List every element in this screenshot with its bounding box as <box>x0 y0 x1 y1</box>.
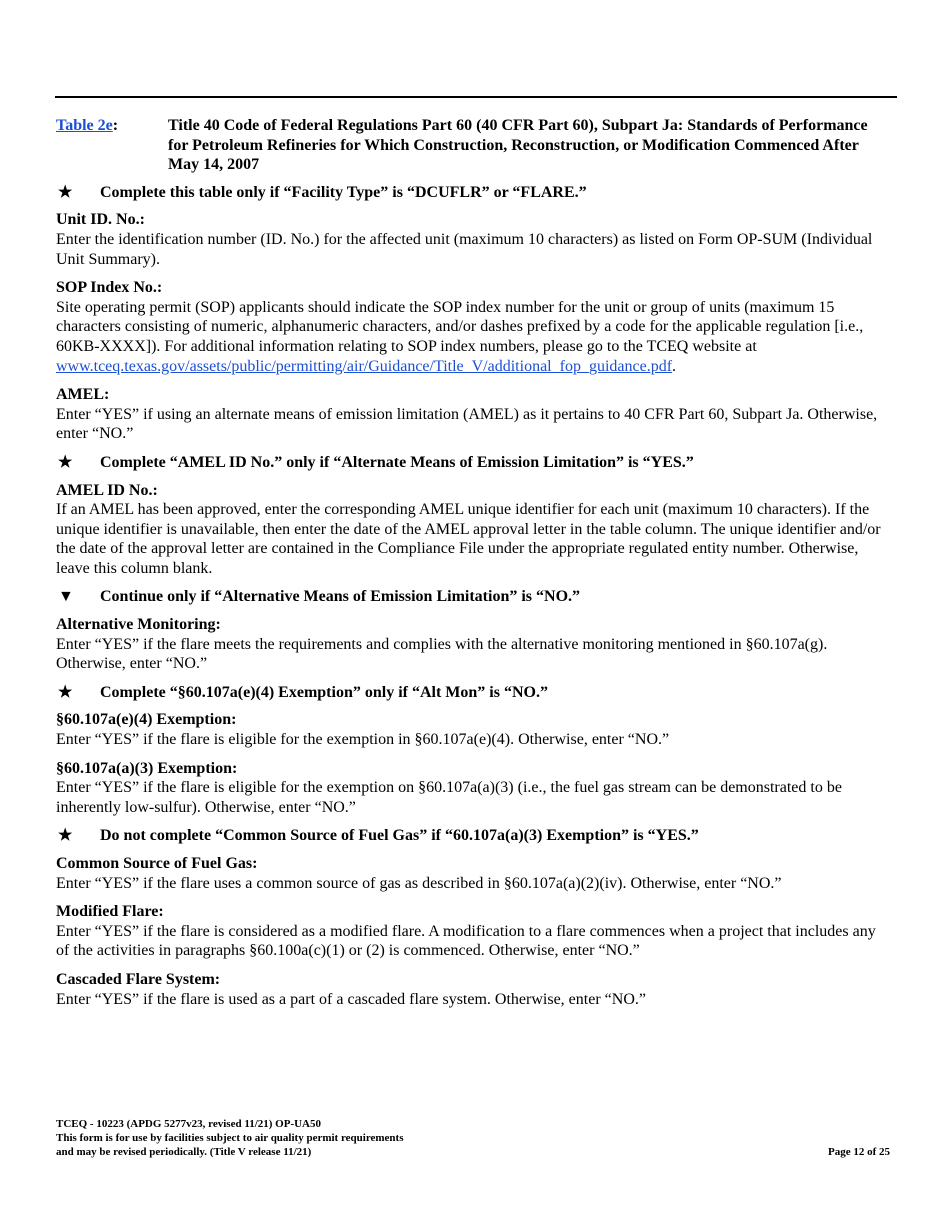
footer-notice-line1: This form is for use by facilities subject to air quality permit requirements <box>56 1132 404 1144</box>
section-amel <box>56 385 890 444</box>
section-cascaded <box>56 970 890 1009</box>
note-e4 <box>56 683 890 703</box>
section-text: Enter “YES” if the flare is used as a part of a cascaded flare system. Otherwise, enter “NO.” <box>56 990 646 1008</box>
section-text: If an AMEL has been approved, enter the corresponding AMEL unique identifier for each unit (maximum 10 characters). If the unique identifier is unavailable, then enter the date of the AMEL approval letter in the table column. The unique identifier and/or the date of the approval letter are contained in the Compliance File under the appropriate regulated entity number. Otherwise, leave this column blank. <box>56 501 881 577</box>
section-unit-id <box>56 210 890 269</box>
table-colon: : <box>112 117 119 134</box>
section-label: SOP Index No.: <box>56 279 163 297</box>
section-alt-mon <box>56 615 890 674</box>
table-ref <box>56 116 168 175</box>
section-label: Unit ID. No.: <box>56 211 145 229</box>
section-modified-flare <box>56 902 890 961</box>
section-e4-exemption <box>56 710 890 749</box>
page-content <box>56 116 890 1018</box>
section-common-source <box>56 854 890 893</box>
section-label: Common Source of Fuel Gas: <box>56 855 258 872</box>
guidance-link[interactable]: www.tceq.texas.gov/assets/public/permitting/air/Guidance/Title_V/additional_fop_guidance.pdf <box>56 357 673 375</box>
title-text: Title 40 Code of Federal Regulations Part 60 (40 CFR Part 60), Subpart Ja: Standards of Performance for Petroleum Refineries for Which Construction, Reconstruction, or Modification Commenced After May 14, 2007 <box>168 117 868 174</box>
section-label: Modified Flare: <box>56 903 164 921</box>
star-icon: ★ <box>58 183 73 201</box>
note-common-source <box>56 826 890 846</box>
star-icon: ★ <box>58 683 73 701</box>
note-facility-type <box>56 183 890 203</box>
section-text: Enter “YES” if the flare meets the requirements and complies with the alternative monitoring mentioned in §60.107a(g). Otherwise, enter “NO.” <box>56 635 828 673</box>
section-label: §60.107a(e)(4) Exemption: <box>56 711 237 729</box>
sop-end: . <box>672 357 677 375</box>
section-text <box>56 298 890 376</box>
page-number: Page 12 of 25 <box>827 1146 890 1158</box>
note-text: Complete this table only if “Facility Type” is “DCUFLR” or “FLARE.” <box>100 183 587 201</box>
section-text: Enter “YES” if the flare is eligible for the exemption in §60.107a(e)(4). Otherwise, enter “NO.” <box>56 731 670 749</box>
section-sop-index <box>56 278 890 376</box>
section-label: Alternative Monitoring: <box>56 616 221 634</box>
footer-form-id: TCEQ - 10223 (APDG 5277v23, revised 11/21) OP-UA50 <box>56 1118 322 1130</box>
header-rule <box>55 96 897 98</box>
section-amel-id <box>56 481 890 579</box>
section-text: Enter “YES” if the flare is considered as a modified flare. A modification to a flare commences when a project that includes any of the activities in paragraphs §60.100a(c)(1) or (2) is commenced. Otherwise, enter “NO.” <box>56 922 876 960</box>
sop-text: Site operating permit (SOP) applicants should indicate the SOP index number for the unit or group of units (maximum 15 characters consisting of numeric, alphanumeric characters, and/or dashes prefixed by a code for the applicable regulation [i.e., 60KB-XXXX]). For additional information relating to SOP index numbers, please go to the TCEQ website at <box>56 298 864 355</box>
section-text: Enter “YES” if the flare is eligible for the exemption on §60.107a(a)(3) (i.e., the fuel gas stream can be demonstrated to be inherently low-sulfur). Otherwise, enter “NO.” <box>56 779 842 816</box>
star-icon: ★ <box>58 453 73 471</box>
section-text: Enter “YES” if using an alternate means of emission limitation (AMEL) as it pertains to 40 CFR Part 60, Subpart Ja. Otherwise, enter “NO.” <box>56 405 878 443</box>
section-text: Enter “YES” if the flare uses a common source of gas as described in §60.107a(a)(2)(iv). Otherwise, enter “NO.” <box>56 874 782 892</box>
note-text: Complete “§60.107a(e)(4) Exemption” only if “Alt Mon” is “NO.” <box>100 683 548 701</box>
section-text: Enter the identification number (ID. No.) for the affected unit (maximum 10 characters) as listed on Form OP-SUM (Individual Unit Summary). <box>56 230 873 268</box>
section-a3-exemption <box>56 759 890 818</box>
note-continue <box>56 587 890 607</box>
section-label: Cascaded Flare System: <box>56 970 221 988</box>
star-icon: ★ <box>58 827 73 845</box>
section-label: AMEL ID No.: <box>56 481 158 499</box>
note-text: Do not complete “Common Source of Fuel Gas” if “60.107a(a)(3) Exemption” is “YES.” <box>100 827 699 845</box>
section-label: AMEL: <box>56 386 110 404</box>
down-triangle-icon: ▼ <box>58 588 74 606</box>
table-title <box>56 116 890 175</box>
note-amel-id <box>56 453 890 473</box>
footer-notice-line2: and may be revised periodically. (Title V release 11/21) <box>56 1146 312 1158</box>
footer <box>56 1117 890 1159</box>
note-text: Complete “AMEL ID No.” only if “Alternate Means of Emission Limitation” is “YES.” <box>100 453 694 471</box>
note-text: Continue only if “Alternative Means of Emission Limitation” is “NO.” <box>100 588 581 606</box>
section-label: §60.107a(a)(3) Exemption: <box>56 759 238 777</box>
table-link[interactable]: Table 2e <box>56 117 113 134</box>
